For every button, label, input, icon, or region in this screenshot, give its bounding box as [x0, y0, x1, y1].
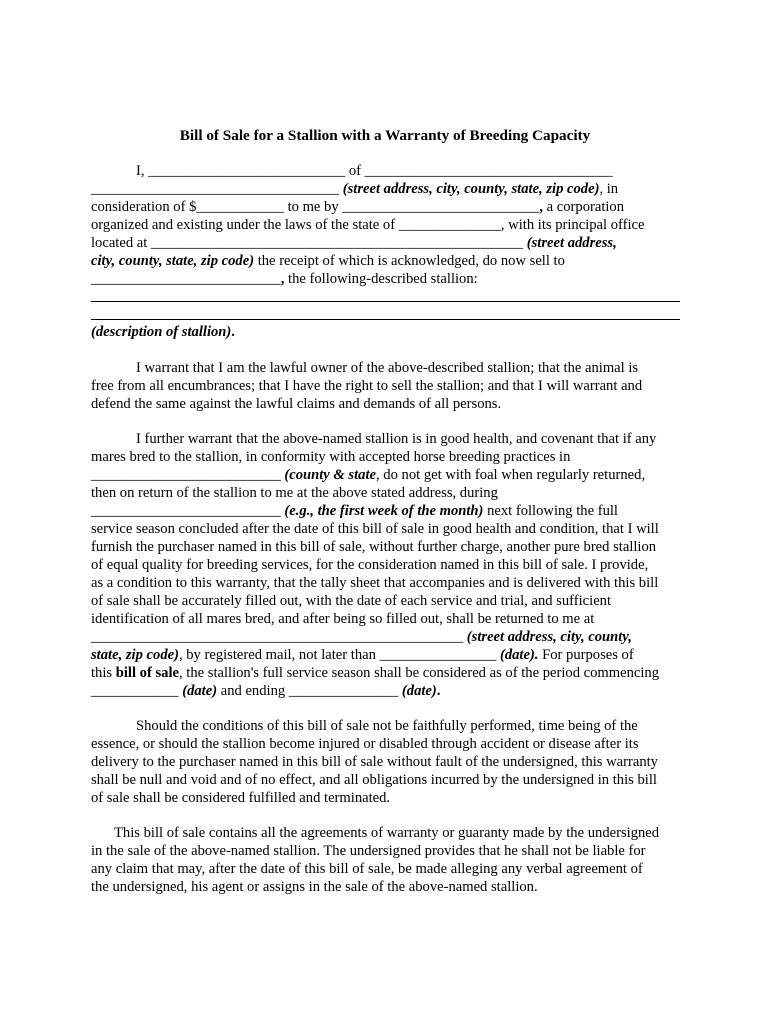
- text-run: of sale shall be accurately filled out, with the date of each service and trial, and sufficient: [91, 593, 612, 609]
- text-run: the undersigned, his agent or assigns in the sale of the above-named stallion.: [91, 879, 538, 895]
- paragraph-line: [91, 198, 624, 216]
- text-run: defend the same against the lawful claims and demands of all persons.: [91, 396, 502, 412]
- paragraph-line: [91, 180, 618, 198]
- bold-italic-placeholder: (description of stallion): [91, 324, 232, 340]
- paragraph-line: [91, 592, 611, 610]
- text-run: shall be null and void and of no effect, and all obligations incurred by the undersigned in this bill: [91, 772, 657, 788]
- bold-italic-placeholder: city, county, state, zip code): [91, 253, 255, 269]
- text-run: of sale shall be considered fulfilled and terminated.: [91, 790, 391, 806]
- text-run: I further warrant that the above-named stallion is in good health, and covenant that if any: [136, 431, 657, 447]
- blank-line-rule: [91, 319, 680, 320]
- paragraph-line: [91, 682, 440, 700]
- paragraph-line: [91, 448, 570, 466]
- text-run: mares bred to the stallion, in conformity with accepted horse breeding practices in: [91, 449, 571, 465]
- paragraph-line: [91, 842, 646, 860]
- bold-italic-placeholder: (date): [182, 683, 218, 699]
- text-run: delivery to the purchaser named in this bill of sale without fault of the undersigned, this warranty: [91, 754, 658, 770]
- paragraph-line: [91, 323, 235, 341]
- paragraph-line: [91, 771, 657, 789]
- paragraph-line: [91, 664, 659, 682]
- text-run: furnish the purchaser named in this bill of sale, without further charge, another pure bred stallion: [91, 539, 657, 555]
- bold-italic-placeholder: (street address, city, county,: [466, 629, 632, 645]
- bold-italic-placeholder: state, zip code): [91, 647, 179, 663]
- text-run: ___________________________________________________: [91, 629, 467, 645]
- paragraph-line: [91, 502, 618, 520]
- text-run: any claim that may, after the date of this bill of sale, be made alleging any verbal agreement of: [91, 861, 643, 877]
- bold-text-run: bill of sale: [115, 665, 179, 681]
- blank-line-rule: [91, 301, 680, 302]
- paragraph-line: [91, 252, 565, 270]
- text-run: organized and existing under the laws of the state of ______________, with its principal office: [91, 217, 645, 233]
- text-run: I, ___________________________ of __________________________________: [136, 163, 613, 179]
- paragraph-line: [136, 717, 638, 735]
- text-run: , in: [599, 181, 619, 197]
- bold-text-run: .: [231, 324, 235, 340]
- paragraph-line: [114, 824, 659, 842]
- bold-italic-placeholder: (county & state: [284, 467, 376, 483]
- paragraph-line: [91, 466, 645, 484]
- bold-italic-placeholder: (street address, city, county, state, zip code): [342, 181, 600, 197]
- text-run: then on return of the stallion to me at the above stated address, during: [91, 485, 498, 501]
- text-run: __________________________: [91, 503, 285, 519]
- text-run: located at ___________________________________________________: [91, 235, 527, 251]
- text-run: I warrant that I am the lawful owner of the above-described stallion; that the animal is: [136, 360, 639, 376]
- text-run: the receipt of which is acknowledged, do now sell to: [254, 253, 565, 269]
- text-run: and ending _______________: [217, 683, 402, 699]
- paragraph-line: [91, 395, 501, 413]
- text-run: This bill of sale contains all the agreements of warranty or guaranty made by the undersigned: [114, 825, 660, 841]
- text-run: __________________________________: [91, 181, 343, 197]
- text-run: Should the conditions of this bill of sale not be faithfully performed, time being of the: [136, 718, 638, 734]
- document-title: Bill of Sale for a Stallion with a Warranty of Breeding Capacity: [179, 127, 591, 144]
- paragraph-line: [91, 735, 639, 753]
- text-run: a corporation: [542, 199, 625, 215]
- paragraph-line: [91, 520, 659, 538]
- paragraph-line: [91, 270, 478, 288]
- bold-text-run: .: [436, 683, 441, 699]
- text-run: , by registered mail, not later than ________________: [178, 647, 500, 663]
- paragraph-line: [91, 860, 643, 878]
- text-run: essence, or should the stallion become injured or disabled through accident or disease after its: [91, 736, 639, 752]
- bold-italic-placeholder: (e.g., the first week of the month): [284, 503, 484, 519]
- text-run: this: [91, 665, 116, 681]
- paragraph-line: [91, 377, 642, 395]
- text-run: next following the full: [483, 503, 618, 519]
- paragraph-line: [136, 162, 613, 180]
- bold-italic-placeholder: (street address,: [526, 235, 617, 251]
- text-run: , the stallion's full service season shall be considered as of the period commencing: [178, 665, 660, 681]
- paragraph-line: [91, 878, 538, 896]
- bold-italic-placeholder: (date).: [499, 647, 539, 663]
- paragraph-line: [91, 610, 594, 628]
- bold-italic-placeholder: (date): [401, 683, 437, 699]
- text-run: the following-described stallion:: [284, 271, 478, 287]
- paragraph-line: [136, 430, 656, 448]
- text-run: __________________________: [91, 271, 281, 287]
- text-run: identification of all mares bred, and after being so filled out, shall be returned to me at: [91, 611, 595, 627]
- bold-text-run: ,: [280, 271, 285, 287]
- paragraph-line: [91, 538, 656, 556]
- text-run: , do not get with foal when regularly returned,: [376, 467, 646, 483]
- paragraph-line: [91, 753, 658, 771]
- text-run: service season concluded after the date of this bill of sale in good health and condition, that I will: [91, 521, 659, 537]
- paragraph-line: [91, 484, 498, 502]
- paragraph-line: [91, 646, 634, 664]
- text-run: consideration of $____________ to me by ___________________________: [91, 199, 540, 215]
- paragraph-line: [91, 574, 658, 592]
- text-run: free from all encumbrances; that I have the right to sell the stallion; and that I will warrant and: [91, 378, 643, 394]
- paragraph-line: [136, 359, 638, 377]
- text-run: of equal quality for breeding services, for the consideration named in this bill of sale. I provide,: [91, 557, 649, 573]
- paragraph-line: [91, 628, 632, 646]
- bold-text-run: ,: [539, 199, 543, 215]
- text-run: ____________: [91, 683, 183, 699]
- paragraph-line: [91, 216, 645, 234]
- text-run: as a condition to this warranty, that the tally sheet that accompanies and is delivered with this bill: [91, 575, 659, 591]
- text-run: For purposes of: [538, 647, 634, 663]
- paragraph-line: [91, 789, 390, 807]
- text-run: __________________________: [91, 467, 285, 483]
- text-run: in the sale of the above-named stallion. The undersigned provides that he shall not be liable for: [91, 843, 646, 859]
- paragraph-line: [91, 234, 617, 252]
- paragraph-line: [91, 556, 648, 574]
